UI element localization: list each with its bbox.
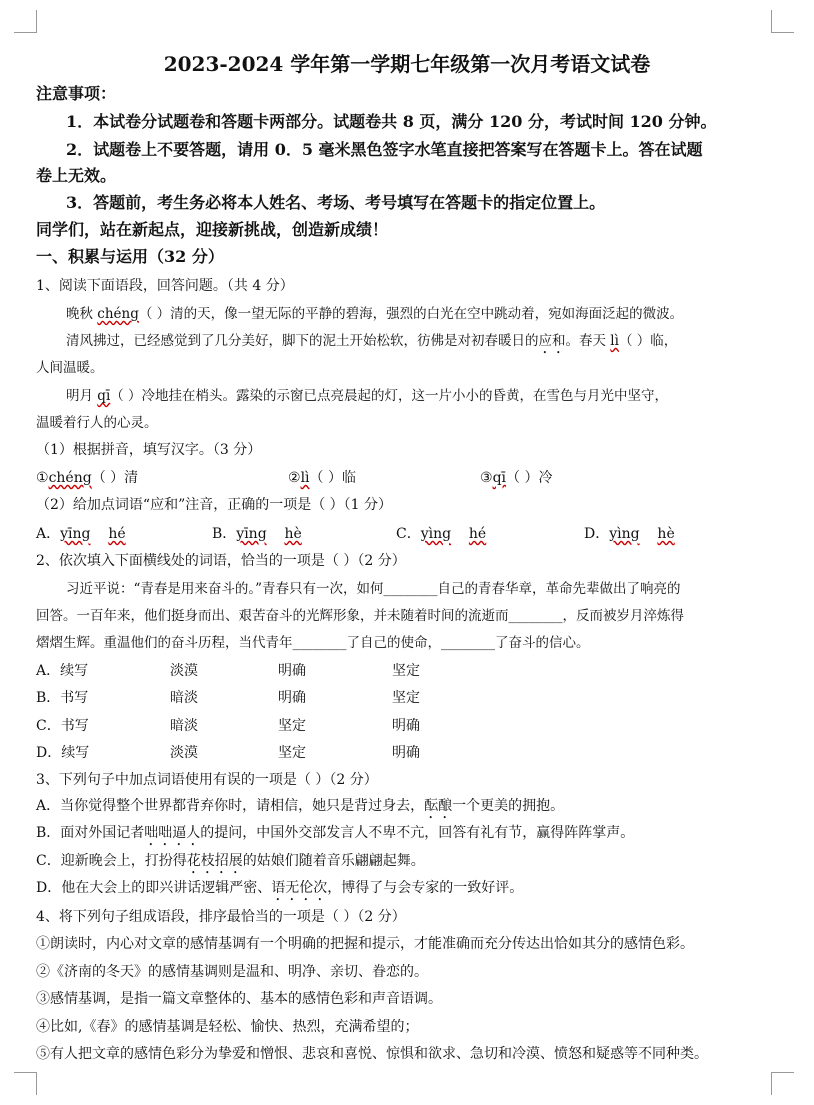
word: 暗淡 <box>170 718 198 734</box>
passage-text: （ ）临， <box>618 333 678 349</box>
option-letter: B． <box>36 690 61 706</box>
pinyin: yìng <box>420 526 452 542</box>
option-a[interactable] <box>36 796 774 822</box>
pinyin: lì <box>610 333 619 349</box>
dotted-word: 应和 <box>538 333 566 349</box>
dotted-word: 酝酿 <box>424 798 453 814</box>
word: 续写 <box>61 745 90 761</box>
pinyin: yīng <box>60 526 91 542</box>
word: 续写 <box>60 663 89 679</box>
option-c[interactable] <box>396 524 486 544</box>
word: 书写 <box>60 690 89 706</box>
option-a[interactable] <box>36 661 88 681</box>
word: 坚定 <box>278 718 306 734</box>
word: 坚定 <box>278 745 306 761</box>
option-text: 一个更美的拥抱。 <box>452 798 565 814</box>
option-text: B．面对外国记者 <box>36 825 145 841</box>
passage-text: （ ）冷地挂在梢头。露染的示窗已点亮晨起的灯，这一片小小的昏黄，在雪色与月光中坚守， <box>110 388 669 404</box>
sentence-5: ⑤有人把文章的感情色彩分为挚爱和憎恨、悲哀和喜悦、惊惧和欲求、急切和冷漠、愤怒和疑惑等不同种类。 <box>36 1046 708 1062</box>
sub-question-2: （2）给加点词语“应和”注音，正确的一项是（ ）（1 分） <box>36 497 393 513</box>
word: 明确 <box>392 718 420 734</box>
fill-blank-3 <box>480 468 552 488</box>
pinyin: chéng <box>48 470 92 486</box>
word: 淡漠 <box>170 745 198 761</box>
passage-text: （ ）清的天，像一望无际的平静的碧海，强烈的白光在空中跳动着，宛如海面泛起的微波。 <box>138 306 684 322</box>
pinyin: qī <box>492 470 507 486</box>
word: 坚定 <box>392 663 420 679</box>
pinyin: hè <box>284 526 302 542</box>
crop-mark-top-left <box>14 10 37 33</box>
question-4-stem: 4、将下列句子组成语段，排序最恰当的一项是（ ）（2 分） <box>36 909 406 925</box>
sentence-1: ①朗读时，内心对文章的感情基调有一个明确的把握和提示，才能准确而充分传达出恰如其分的感情色彩。 <box>36 936 694 952</box>
motto: 同学们，站在新起点，迎接新挑战，创造新成绩！ <box>36 220 389 239</box>
option-text: C．迎新晚会上，打扮得 <box>36 853 187 869</box>
blank: （ ）临 <box>309 470 356 486</box>
passage-line: 熠熠生辉。重温他们的奋斗历程，当代青年________了自己的使命，________了奋斗的信心。 <box>36 635 590 651</box>
circle-number: ② <box>288 470 301 486</box>
passage-line <box>66 331 774 357</box>
word: 书写 <box>60 718 89 734</box>
passage-text: 明月 <box>66 388 98 404</box>
notes-heading: 注意事项： <box>36 84 117 103</box>
word: 明确 <box>278 690 306 706</box>
passage-line: 习近平说：“青春是用来奋斗的。”青春只有一次，如何________自己的青春华章，革命先辈做出了响亮的 <box>66 581 681 597</box>
option-letter: D． <box>584 526 610 542</box>
fill-blank-2 <box>288 468 356 488</box>
option-d[interactable] <box>36 743 89 763</box>
passage-line: 温暖着行人的心灵。 <box>36 415 158 431</box>
question-1-stem: 1、阅读下面语段，回答问题。（共 4 分） <box>36 278 294 294</box>
dotted-word: 花枝招展 <box>186 853 243 869</box>
option-c[interactable] <box>36 851 774 877</box>
passage-line: 回答。一百年来，他们挺身而出、艰苦奋斗的光辉形象，并未随着时间的流逝而________，反而被岁月淬炼得 <box>36 608 684 624</box>
option-text: A．当你觉得整个世界都背弃你时，请相信，她只是背过身去， <box>36 798 425 814</box>
option-text: D．他在大会上的即兴讲话逻辑严密、 <box>36 880 272 896</box>
dotted-word: 语无伦次 <box>271 880 328 896</box>
option-b[interactable] <box>212 524 302 544</box>
option-letter: A． <box>36 663 61 679</box>
passage-text: 晚秋 <box>66 306 98 322</box>
option-letter: A． <box>36 526 61 542</box>
pinyin: hé <box>108 526 126 542</box>
option-letter: C． <box>396 526 421 542</box>
word: 暗淡 <box>170 690 198 706</box>
passage-line <box>66 386 774 406</box>
option-b[interactable] <box>36 688 88 708</box>
word: 坚定 <box>392 690 420 706</box>
note-3: 3．答题前，考生务必将本人姓名、考场、考号填写在答题卡的指定位置上。 <box>66 193 606 212</box>
question-2-stem: 2、依次填入下面横线处的词语，恰当的一项是（ ）（2 分） <box>36 553 406 569</box>
option-letter: D． <box>36 745 62 761</box>
passage-line <box>66 304 774 324</box>
passage-line: 人间温暖。 <box>36 360 104 376</box>
option-c[interactable] <box>36 716 89 736</box>
option-a[interactable] <box>36 524 126 544</box>
circle-number: ① <box>36 470 49 486</box>
pinyin: hé <box>468 526 487 542</box>
pinyin: lì <box>300 470 310 486</box>
dotted-word: 咄咄逼人 <box>144 825 201 841</box>
note-2-continued: 卷上无效。 <box>36 166 117 185</box>
option-text: 的提问，中国外交部发言人不卑不亢，回答有礼有节，赢得阵阵掌声。 <box>200 825 635 841</box>
passage-text: 清风拂过，已经感觉到了几分美好，脚下的泥土开始松软，彷佛是对初春暖日的 <box>66 333 539 349</box>
page-title: 2023-2024 学年第一学期七年级第一次月考语文试卷 <box>163 52 651 76</box>
option-d[interactable] <box>584 524 675 544</box>
word: 明确 <box>278 663 306 679</box>
pinyin: qī <box>97 388 111 404</box>
sentence-4: ④比如,《春》的感情基调是轻松、愉快、热烈，充满希望的； <box>36 1019 419 1035</box>
option-letter: C． <box>36 718 61 734</box>
note-1: 1．本试卷分试题卷和答题卡两部分。试题卷共 8 页，满分 120 分，考试时间 120 分钟。 <box>66 112 717 131</box>
sentence-3: ③感情基调，是指一篇文章整体的、基本的感情色彩和声音语调。 <box>36 991 442 1007</box>
word: 明确 <box>392 745 420 761</box>
option-d[interactable] <box>36 878 774 904</box>
section-heading: 一、积累与运用（32 分） <box>36 247 224 266</box>
option-text: 的姑娘们随着音乐翩翩起舞。 <box>242 853 425 869</box>
option-text: ，博得了与会专家的一致好评。 <box>327 880 524 896</box>
pinyin: chéng <box>97 306 139 322</box>
blank: （ ）冷 <box>506 470 553 486</box>
word: 淡漠 <box>170 663 198 679</box>
option-b[interactable] <box>36 823 774 849</box>
note-2: 2．试题卷上不要答题，请用 0．5 毫米黑色签字水笔直接把答案写在答题卡上。答在试题 <box>66 140 703 159</box>
pinyin: yīng <box>236 526 267 542</box>
sentence-2: ②《济南的冬天》的感情基调则是温和、明净、亲切、眷恋的。 <box>36 964 428 980</box>
passage-text: 。春天 <box>565 333 611 349</box>
sub-question-1: （1）根据拼音，填写汉字。（3 分） <box>36 442 262 458</box>
crop-mark-top-right <box>771 10 794 33</box>
fill-blank-1 <box>36 468 138 488</box>
pinyin: yìng <box>609 526 640 542</box>
question-3-stem: 3、下列句子中加点词语使用有误的一项是（ ）（2 分） <box>36 772 378 788</box>
blank: （ ）清 <box>91 470 139 486</box>
circle-number: ③ <box>480 470 493 486</box>
crop-mark-bottom-right <box>771 1072 794 1095</box>
crop-mark-bottom-left <box>14 1072 37 1095</box>
pinyin: hè <box>657 526 675 542</box>
option-letter: B． <box>212 526 237 542</box>
